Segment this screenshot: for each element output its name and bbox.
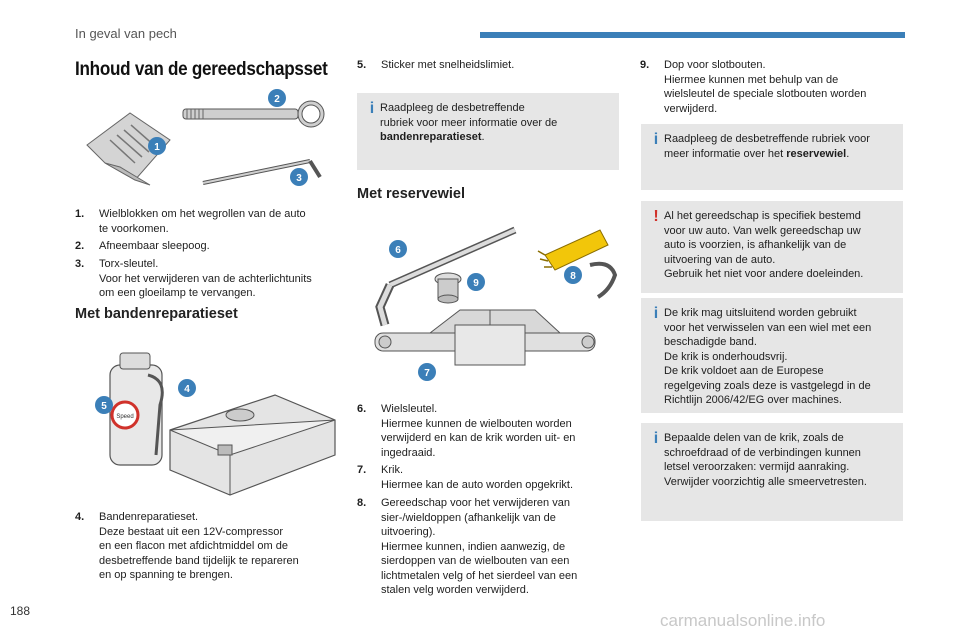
item-line: Wielblokken om het wegrollen van de auto [99,208,306,220]
list-item-7 [357,463,619,492]
badge-4-label: 4 [184,384,190,395]
item-line: verwijderd en kan de krik worden uit- en [381,432,576,444]
info-line: voor het verwisselen van een wiel met een [664,321,872,334]
info-icon: i [653,430,659,447]
list-item-2 [75,239,340,254]
item-line: sier-/wieldoppen (afhankelijk van de [381,511,556,524]
badge-5-label: 5 [101,401,107,412]
warning-line: auto is voorzien, is afhankelijk van de [664,239,847,251]
item-line: Dop voor slotbouten. [664,59,766,71]
item-line: om een gloeilamp te vervangen. [99,287,256,299]
info-box-repair-kit [357,93,619,170]
info-icon: i [369,100,375,117]
compressor-image [170,395,335,495]
item-line: Krik. [381,464,403,476]
item-number: 1. [75,208,85,220]
item-number: 6. [357,403,367,415]
info-line: Raadpleeg de desbetreffende [380,102,525,114]
item-number: 3. [75,258,85,270]
info-box-jack [641,298,903,413]
badge-2-label: 2 [274,94,280,105]
info-line: De krik voldoet aan de Europese [664,365,824,377]
item-line: te voorkomen. [99,222,169,235]
item-line: verwijderd. [664,102,718,115]
hubcap-remover-image [538,230,615,297]
badge-3-label: 3 [296,173,302,184]
item-line: Bandenreparatieset. [99,511,199,523]
item-line: wielsleutel de speciale slotbouten worden [664,88,867,100]
item-line: uitvoering). [381,526,436,538]
warning-line: Al het gereedschap is specifiek bestemd [664,210,861,222]
info-line: Richtlijn 2006/42/EG over machines. [664,394,842,406]
list-item-1 [75,207,340,236]
info-line: schroefdraad of de verbindingen kunnen [664,446,861,459]
list-item-3 [75,257,340,301]
jack-image [375,310,595,365]
info-tail: . [481,131,485,143]
warning-line: uitvoering van de auto. [664,253,776,266]
info-line: regelgeving zoals deze is vastgelegd in de [664,379,871,392]
item-line: desbetreffende band tijdelijk te repareren [99,554,299,567]
section-heading-repair-kit: Met bandenreparatieset [75,306,238,322]
item-line: Hiermee kunnen met behulp van de [664,73,839,86]
item-line: Hiermee kunnen de wielbouten worden [381,417,572,430]
item-line: Voor het verwijderen van de achterlichtunits [99,272,312,285]
info-icon: i [653,131,659,148]
page-number: 188 [10,604,31,618]
badge-7-label: 7 [424,368,430,379]
chapter-title: In geval van pech [75,26,177,41]
badge-9-label: 9 [473,278,479,289]
item-number: 7. [357,464,367,476]
header-accent-bar [480,32,905,38]
item-number: 9. [640,59,650,71]
badge-8-label: 8 [570,271,576,282]
item-number: 8. [357,497,367,509]
list-item-5 [357,58,617,73]
list-item-8 [357,496,619,598]
speed-sticker-label: Speed [116,414,134,420]
locking-bolt-socket-image [435,273,461,303]
info-line: Bepaalde delen van de krik, zoals de [664,432,844,444]
item-line: Gereedschap voor het verwijderen van [381,497,570,509]
item-line: Wielsleutel. [381,403,438,415]
item-number: 2. [75,240,85,252]
info-line: rubriek voor meer informatie over de [380,116,558,129]
repair-kit-illustration [90,345,340,500]
item-line: sierdoppen van de wielbouten van een [381,555,570,567]
info-tail: . [846,147,850,160]
warning-icon: ! [653,208,659,225]
item-line: ingedraaid. [381,446,436,459]
info-bold: reservewiel [786,147,847,160]
warning-line: voor uw auto. Van welk gereedschap uw [664,224,861,237]
item-line: Torx-sleutel. [99,258,159,270]
item-number: 4. [75,511,85,523]
item-line: Deze bestaat uit een 12V-compressor [99,525,284,538]
item-line: en op spanning te brengen. [99,569,233,581]
info-line: beschadigde band. [664,336,757,348]
info-box-jack-parts [641,423,903,521]
info-line: De krik mag uitsluitend worden gebruikt [664,307,857,319]
item-number: 5. [357,59,367,71]
badge-6-label: 6 [395,245,401,256]
spare-wheel-tools-illustration [360,215,620,385]
page-title: Inhoud van de gereedschapsset [75,59,328,80]
item-line: Hiermee kunnen, indien aanwezig, de [381,540,566,553]
info-line: Verwijder voorzichtig alle smeervetresten. [664,475,867,488]
item-line: stalen velg worden verwijderd. [381,584,529,596]
item-line: en een flacon met afdichtmiddel om de [99,540,288,552]
item-line: Sticker met snelheidslimiet. [381,59,515,71]
info-prefix: meer informatie over het [664,147,787,160]
list-item-9 [640,58,905,116]
badge-1-label: 1 [154,142,160,153]
warning-box-tools [641,201,903,293]
info-line: De krik is onderhoudsvrij. [664,350,788,363]
item-line: Hiermee kan de auto worden opgekrikt. [381,478,573,491]
info-icon: i [653,305,659,322]
list-item-4 [75,510,350,583]
watermark: carmanualsonline.info [660,611,826,630]
sealant-bottle-image [110,353,162,465]
section-heading-spare-wheel: Met reservewiel [357,186,466,202]
warning-line: Gebruik het niet voor andere doeleinden. [664,268,864,280]
info-line: letsel veroorzaken: vermijd aanraking. [664,461,850,473]
info-line: Raadpleeg de desbetreffende rubriek voor [664,133,870,145]
tow-eye-image [183,103,322,125]
item-line: Afneembaar sleepoog. [99,240,210,252]
list-item-6 [357,402,619,460]
info-box-spare-wheel [641,124,903,190]
item-line: lichtmetalen velg of het sierdeel van een [381,569,578,582]
info-bold: bandenreparatieset [380,131,482,143]
toolkit-illustration [75,85,335,195]
